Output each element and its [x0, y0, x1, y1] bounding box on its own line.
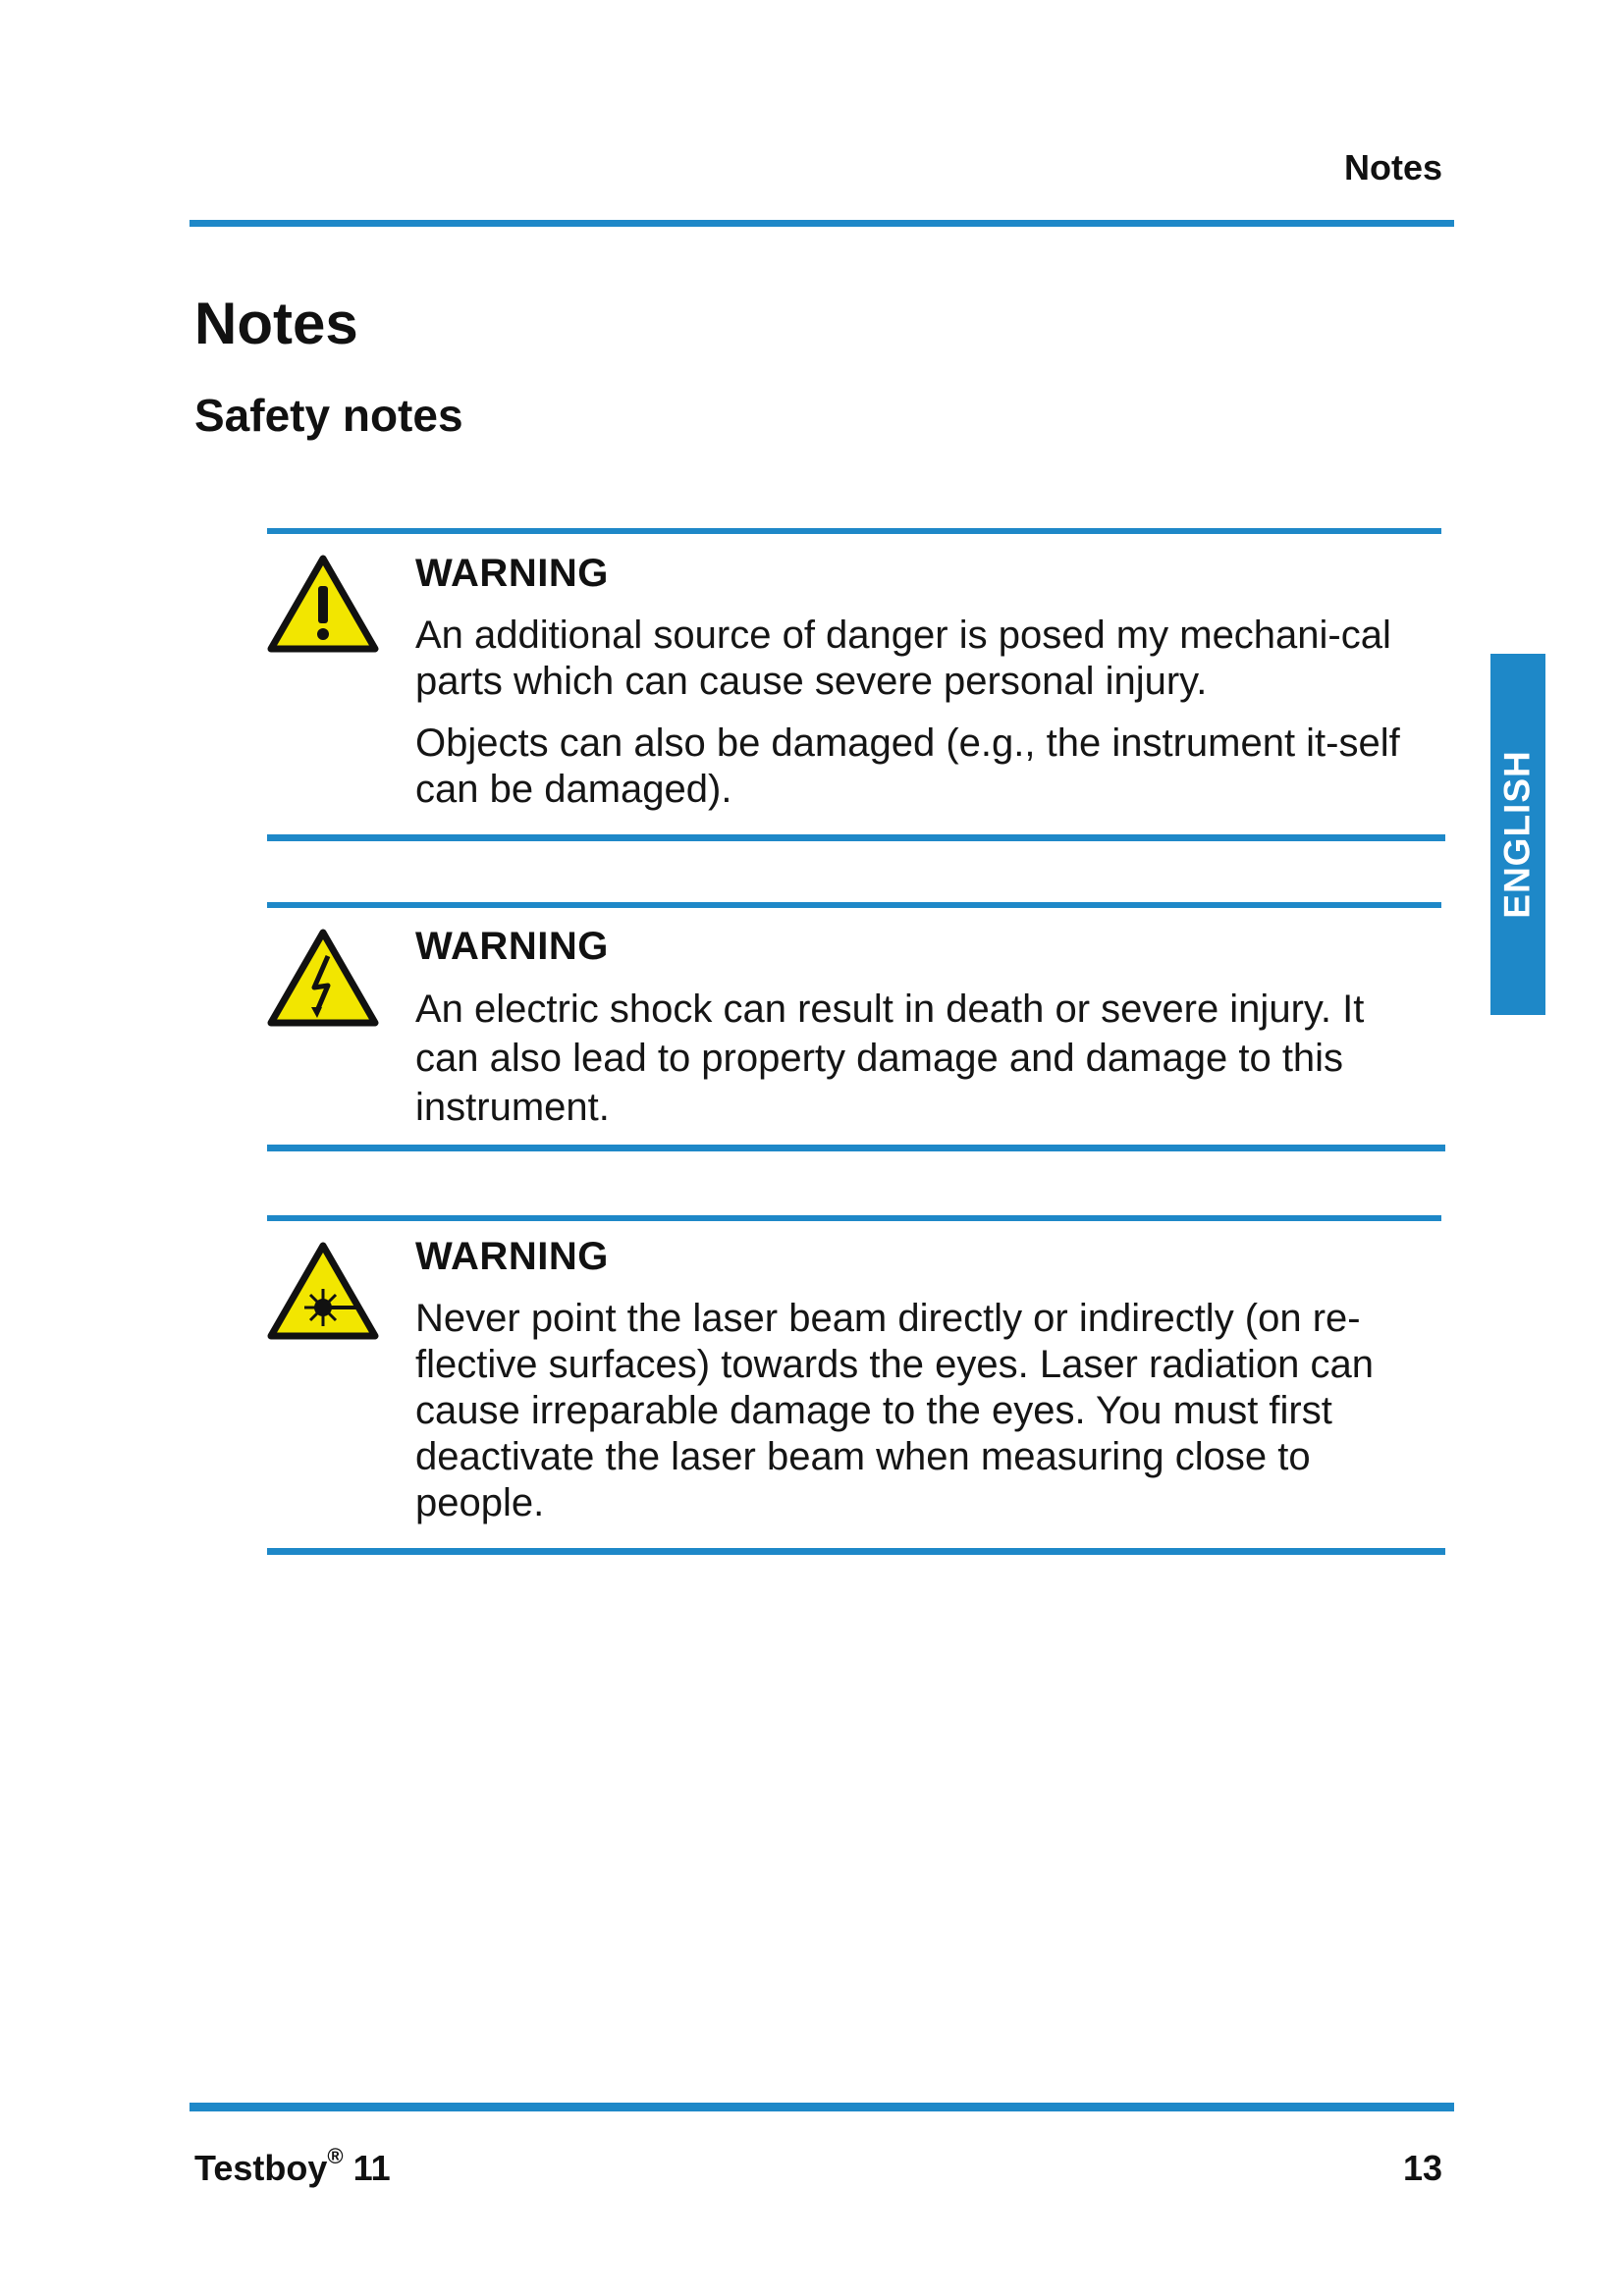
language-tab-label: ENGLISH [1497, 750, 1538, 919]
warning-3-title: WARNING [415, 1235, 609, 1278]
warning-1-text [415, 613, 1436, 813]
warning-1-top-rule [267, 528, 1441, 534]
header-rule [189, 220, 1454, 227]
warning-3-bottom-rule [267, 1548, 1445, 1555]
warning-2-title: WARNING [415, 925, 609, 968]
general-warning-icon [267, 555, 379, 653]
warning-2-bottom-rule [267, 1145, 1445, 1151]
warning-3-top-rule [267, 1215, 1441, 1221]
language-tab [1490, 654, 1545, 1015]
warning-3-text [415, 1296, 1436, 1526]
laser-warning-icon [267, 1242, 379, 1340]
footer-brand [194, 2144, 391, 2189]
page-title: Notes [194, 291, 358, 356]
model-number: 11 [352, 2148, 391, 2188]
electric-shock-icon [267, 929, 379, 1027]
warning-1-paragraph-2: Objects can also be damaged (e.g., the instrument it-self can be damaged). [415, 721, 1400, 811]
warning-1-bottom-rule [267, 834, 1445, 841]
footer-rule [189, 2103, 1454, 2111]
running-header: Notes [1343, 147, 1442, 187]
section-title: Safety notes [194, 390, 463, 441]
registered-mark: ® [327, 2144, 344, 2168]
warning-1-title: WARNING [415, 552, 609, 595]
page-number: 13 [1402, 2148, 1442, 2188]
warning-2-text [415, 985, 1436, 1132]
brand-name: Testboy [194, 2148, 328, 2188]
warning-3-paragraph-1: Never point the laser beam directly or indirectly (on re-flective surfaces) towards the eyes. Laser radiation can cause irreparable damage to the eyes. You must first deactivate the laser beam when measuring close to people. [415, 1297, 1375, 1524]
warning-2-paragraph-1: An electric shock can result in death or severe injury. It can also lead to property damage and damage to this instrument. [415, 988, 1365, 1129]
warning-1-paragraph-1: An additional source of danger is posed my mechani-cal parts which can cause severe personal injury. [415, 614, 1391, 703]
warning-2-top-rule [267, 902, 1441, 908]
